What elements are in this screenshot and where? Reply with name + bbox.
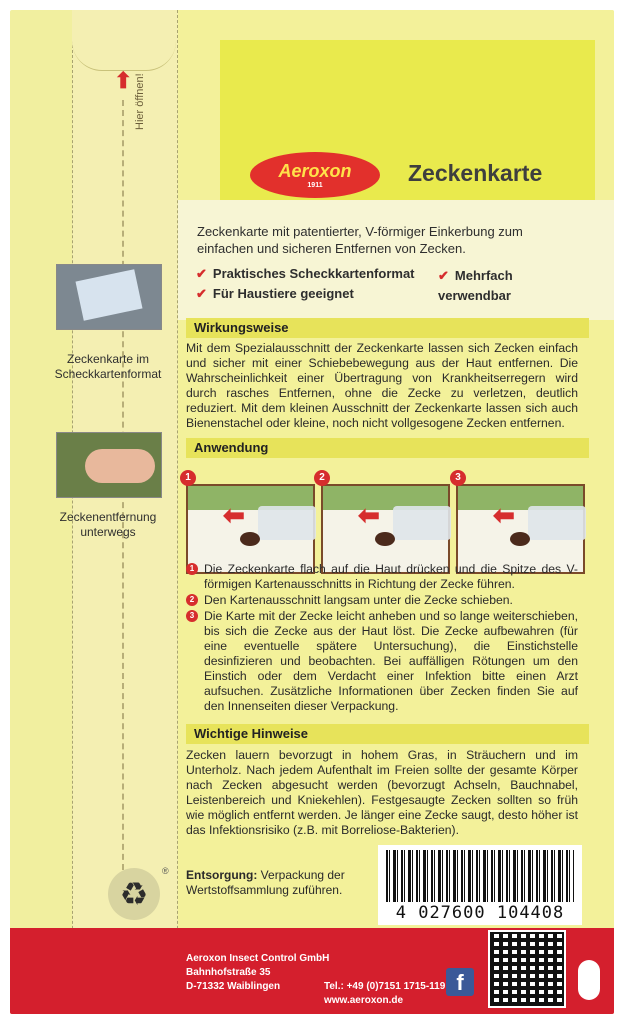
barcode-bars: [386, 850, 574, 902]
outdoor-removal-photo: [56, 432, 162, 498]
package-back: [10, 10, 614, 1014]
section-heading-hinweise: Wichtige Hinweise: [186, 724, 589, 744]
strip-tab[interactable]: [72, 10, 176, 71]
hang-hole: [578, 960, 600, 1000]
logo-text: Aeroxon: [278, 161, 352, 181]
section-heading-anwendung: Anwendung: [186, 438, 589, 458]
tick-icon: [240, 532, 260, 546]
company-address: Aeroxon Insect Control GmbH Bahnhofstraße 35 D-71332 Waiblingen: [186, 953, 330, 992]
section-heading-wirkungsweise: Wirkungsweise: [186, 318, 589, 338]
open-here-label: Hier öffnen!: [134, 73, 146, 130]
step-bullet: 1: [186, 563, 198, 575]
side-caption: Zeckenentfernung unterwegs: [59, 510, 157, 539]
step-number-badge: 1: [180, 470, 196, 486]
card-format-photo: [56, 264, 162, 330]
feature-item: ✔ Für Haustiere geeignet: [196, 286, 354, 301]
checkmark-icon: ✔: [196, 286, 207, 301]
aeroxon-logo: [250, 152, 380, 198]
step-number-badge: 3: [450, 470, 466, 486]
wirkungsweise-text: Mit dem Spezialausschnitt der Zeckenkarte lassen sich Zecken einfach und sicher mit einer Schiebebewegung aus der Haut entfernen. Die Wahrscheinlichkeit einer Übertragung von Krankheitserregern wird durch rasches Entfernen, ohne die Zecke zu verletzen, deutlich reduziert. Mit dem kleinen Ausschnitt der Zeckenkarte lassen sich auch Bienenstachel oder kleine, noch nicht vollgesogene Zecken entfernen.: [186, 341, 578, 430]
disposal-note: Entsorgung: Verpackung der Wertstoffsammlung zuführen.: [186, 868, 345, 897]
facebook-icon[interactable]: f: [446, 968, 474, 996]
phone-number: Tel.: +49 (0)7151 1715-119: [324, 981, 446, 992]
recycle-icon: ♻: [108, 868, 160, 920]
contact-info: [324, 980, 445, 1008]
step-illustration: [456, 484, 585, 574]
qr-code[interactable]: [488, 930, 566, 1008]
hinweise-text: Zecken lauern bevorzugt in hohem Gras, in Sträuchern und im Unterholz. Nach jedem Aufenthalt im Freien sollte der gesamte Körper nach Zecken abgesucht werden (bevorzugt Achseln, Bauchnabel, Leistenbereich und Kniekehlen). Festgesaugte Zecken sollten so früh wie möglich entfernt werden. Je länger eine Zecke saugt, desto höher ist das Infektionsrisiko (z.B. mit Borreliose-Bakterien).: [186, 748, 578, 837]
checkmark-icon: ✔: [196, 266, 207, 281]
instruction-step: 3 Die Karte mit der Zecke leicht anheben und so lange weiterschieben, bis sich die Zecke aus der Haut löst. Die Zecke aufbewahren (für eine eventuelle spätere Untersuchung), die Einstichstelle desinfizieren und beobachten. Bei auffälligen Rötungen um den Einstich oder dem Verdacht einer Infektion bitte einen Arzt aufsuchen. Zusätzliche Informationen über Zecken finden Sie auf den Innenseiten dieser Verpackung.: [186, 609, 578, 714]
instruction-list: [186, 562, 578, 715]
intro-text: Zeckenkarte mit patentierter, V-förmiger Einkerbung zum einfachen und sicheren Entfernen von Zecken.: [197, 224, 523, 256]
barcode-number: 4 027600 104408: [395, 903, 565, 923]
step-illustration: [186, 484, 315, 574]
website-link[interactable]: www.aeroxon.de: [324, 995, 404, 1006]
instruction-step: 2 Den Kartenausschnitt langsam unter die Zecke schieben.: [186, 593, 578, 608]
product-title: Zeckenkarte: [408, 160, 543, 186]
step-number-badge: 2: [314, 470, 330, 486]
instruction-step: 1 Die Zeckenkarte flach auf die Haut drücken und die Spitze des V-förmigen Kartenausschnitts in Richtung der Zecke führen.: [186, 562, 578, 592]
feature-item: ✔ Mehrfach verwendbar: [438, 268, 513, 303]
logo-year: 1911: [307, 182, 323, 189]
tick-icon: [375, 532, 395, 546]
step-bullet: 3: [186, 610, 198, 622]
registered-mark: ®: [162, 866, 169, 876]
side-caption: Zeckenkarte im Scheckkartenformat: [54, 352, 162, 381]
checkmark-icon: ✔: [438, 268, 449, 283]
step-illustration: [321, 484, 450, 574]
arrow-left-icon: ⬅: [223, 500, 245, 530]
arrow-left-icon: ⬅: [358, 500, 380, 530]
tick-icon: [510, 532, 530, 546]
step-bullet: 2: [186, 594, 198, 606]
feature-item: ✔ Praktisches Scheckkartenformat: [196, 266, 415, 281]
arrow-left-icon: ⬅: [493, 500, 515, 530]
arrow-up-icon: ⬆: [114, 68, 133, 93]
